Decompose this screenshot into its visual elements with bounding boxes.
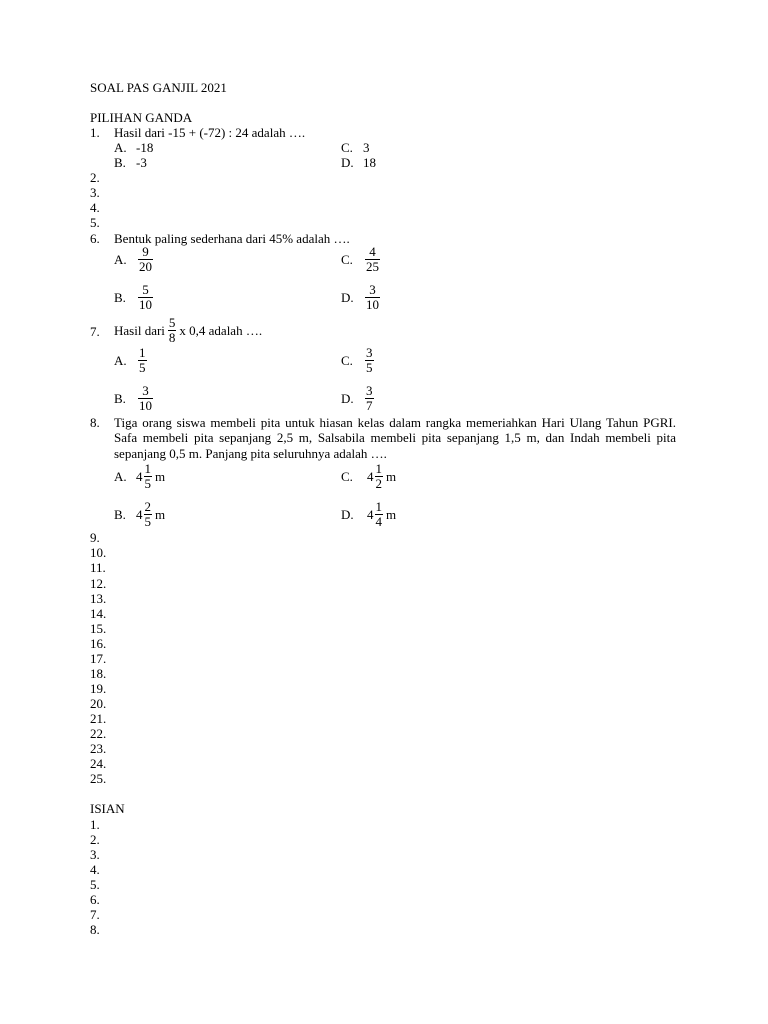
option-label: B. <box>114 290 126 305</box>
question-text: Tiga orang siswa membeli pita untuk hiasan kelas dalam rangka memeriahkan Hari Ulang Tahun PGRI. Safa membeli pita sepanjang 2,5 m, Salsabila membeli pita sepanjang 1,5 m, dan Indah membeli pita sepanjang 0,5 m. Panjang pita seluruhnya adalah …. <box>114 415 676 461</box>
option-label: C. <box>341 140 353 155</box>
question-number: 6. <box>90 231 100 246</box>
empty-question-number: 12. <box>90 576 107 591</box>
question-text: Bentuk paling sederhana dari 45% adalah …. <box>114 231 350 246</box>
option-c: C. 4 $\frac{1}{2}$ m <box>341 461 397 491</box>
option-label: A. <box>114 469 127 484</box>
fraction: $\frac{5}{8}$ <box>168 315 176 345</box>
option-a <box>114 140 153 155</box>
option-value: -18 <box>136 140 154 155</box>
option-d <box>341 155 376 170</box>
fraction: $\frac{9}{20}$ <box>139 244 152 274</box>
empty-question-number: 2. <box>90 170 100 185</box>
empty-question-number: 4. <box>90 200 100 215</box>
section-heading-isian: ISIAN <box>90 801 125 816</box>
empty-question-number: 20. <box>90 696 107 711</box>
empty-question-number: 13. <box>90 591 107 606</box>
option-b <box>114 155 147 170</box>
option-label: C. <box>341 252 353 267</box>
option-label: A. <box>114 140 127 155</box>
empty-question-number: 25. <box>90 771 107 786</box>
option-label: B. <box>114 507 126 522</box>
isian-number: 3. <box>90 847 100 862</box>
empty-question-number: 10. <box>90 545 107 560</box>
empty-question-number: 14. <box>90 606 107 621</box>
option-label: B. <box>114 155 126 170</box>
option-a <box>114 245 155 274</box>
option-label: D. <box>341 290 354 305</box>
option-b <box>114 283 155 312</box>
option-value: 18 <box>363 155 376 170</box>
option-a <box>114 346 149 375</box>
isian-number: 8. <box>90 922 100 937</box>
empty-question-number: 15. <box>90 621 107 636</box>
question-text: Hasil dari $\frac{5}{8}$ x 0,4 adalah …. <box>114 315 263 345</box>
document-title: SOAL PAS GANJIL 2021 <box>90 80 227 95</box>
option-label: B. <box>114 391 126 406</box>
isian-number: 7. <box>90 907 100 922</box>
option-c <box>341 346 376 375</box>
empty-question-number: 19. <box>90 681 107 696</box>
fraction: $\frac{3}{7}$ <box>366 383 373 413</box>
option-label: C. <box>341 469 353 484</box>
option-d <box>341 384 376 413</box>
isian-number: 4. <box>90 862 100 877</box>
isian-number: 2. <box>90 832 100 847</box>
empty-question-number: 11. <box>90 560 106 575</box>
question-number: 8. <box>90 415 100 430</box>
question-text: Hasil dari -15 + (-72) : 24 adalah …. <box>114 125 306 140</box>
section-heading-pilihan-ganda: PILIHAN GANDA <box>90 110 193 125</box>
fraction: $\frac{1}{2}$ <box>375 461 382 491</box>
fraction: $\frac{4}{25}$ <box>366 244 379 274</box>
fraction: $\frac{1}{5}$ <box>139 345 146 375</box>
empty-question-number: 21. <box>90 711 107 726</box>
fraction: $\frac{5}{10}$ <box>139 282 152 312</box>
empty-question-number: 24. <box>90 756 107 771</box>
fraction: $\frac{1}{5}$ <box>144 461 151 491</box>
option-label: D. <box>341 507 354 522</box>
option-value: 3 <box>363 140 370 155</box>
empty-question-number: 5. <box>90 215 100 230</box>
option-label: D. <box>341 391 354 406</box>
option-c <box>341 140 370 155</box>
option-a: A. 4 $\frac{1}{5}$ m <box>114 461 166 491</box>
empty-question-number: 17. <box>90 651 107 666</box>
empty-question-number: 22. <box>90 726 107 741</box>
option-label: A. <box>114 252 127 267</box>
option-label: C. <box>341 353 353 368</box>
option-value: -3 <box>136 155 147 170</box>
option-c <box>341 245 382 274</box>
empty-question-number: 16. <box>90 636 107 651</box>
fraction: $\frac{3}{10}$ <box>366 282 379 312</box>
question-number: 7. <box>90 324 100 339</box>
fraction: $\frac{1}{4}$ <box>375 499 382 529</box>
isian-number: 6. <box>90 892 100 907</box>
option-b: B. 4 $\frac{2}{5}$ m <box>114 499 166 529</box>
fraction: $\frac{2}{5}$ <box>144 499 151 529</box>
option-d: D. 4 $\frac{1}{4}$ m <box>341 499 397 529</box>
option-label: A. <box>114 353 127 368</box>
isian-number: 5. <box>90 877 100 892</box>
question-number: 1. <box>90 125 100 140</box>
fraction: $\frac{3}{10}$ <box>139 383 152 413</box>
isian-number: 1. <box>90 817 100 832</box>
empty-question-number: 9. <box>90 530 100 545</box>
empty-question-number: 3. <box>90 185 100 200</box>
option-b <box>114 384 155 413</box>
fraction: $\frac{3}{5}$ <box>366 345 373 375</box>
option-d <box>341 283 382 312</box>
empty-question-number: 23. <box>90 741 107 756</box>
option-label: D. <box>341 155 354 170</box>
empty-question-number: 18. <box>90 666 107 681</box>
